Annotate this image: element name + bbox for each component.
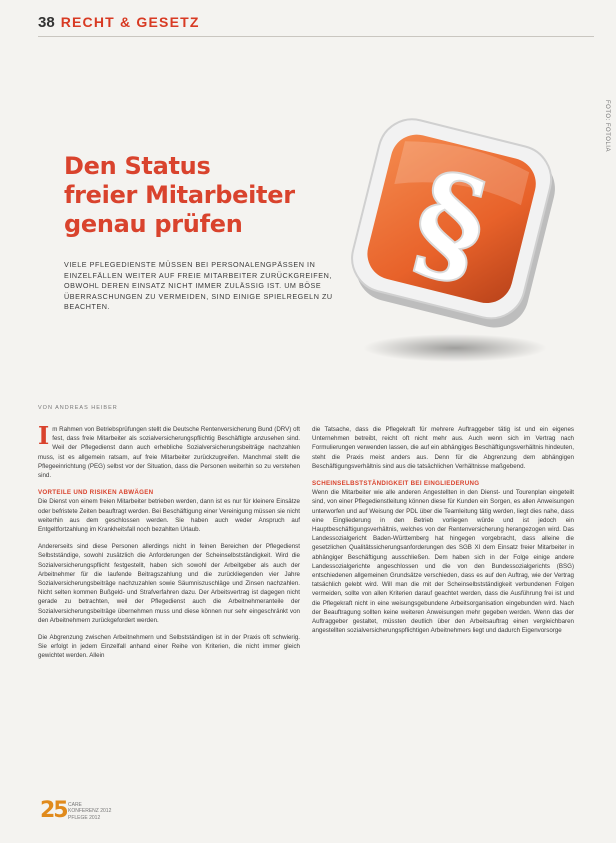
page-number: 38 — [38, 14, 55, 31]
body-paragraph: Die Dienst von einem freien Mitarbeiter betrieben werden, dann ist es nur für kleinere Einsätze oder befristete Zeiten beauftragt werden. Bei Beschäftigung einer Vereinigung müssen sie nicht weiterhin aus dem geschlossen werden. Sie haben auch weder Anspruch auf Entgeltfortzahlung im Krankheitsfall noch bezahlten Urlaub. — [38, 498, 300, 534]
body-paragraph: Wenn die Mitarbeiter wie alle anderen Angestellten in den Dienst- und Tourenplan eingeteilt sind, von einer Pflegedienstleitung können diese für Kunden ein Sorgen, es allen Anweisungen unterworfen und auf Weisung der PDL über die Teamleitung tätig werden, liegt dies nahe, dass eine Eingliederung in den Betrieb vorliegen würde und ist jedoch ein Hauptbeschäftigungsverhältnis, welches von der Rentenversicherung herangezogen wird. Das Landessozialgericht Baden-Württemberg hat hingegen vorgebracht, dass alleine die gesetzlichen Qualitätssicherungsanforderungen des SGB XI dem Einsatz freier Mitarbeiter in abhängiger Beschäftigung ausschließen. Dem haben sich in der Folge einige andere Landessozialgerichte angeschlossen und die von den Bundessozialgerichts (BSG) entschiedenen allgemeinen Grundsätze verschieden, dass es auf den Auftrag, wie der Vertrag tatsächlich gelebt wird. Will man die mit der Scheinselbstständigkeit verbundenen Folgen vermeiden, sollte von allen Kriterien darauf geachtet werden, dass die Ausführung frei ist und die Pflegekraft nicht in eine weisungsgebundene Arbeitsorganisation eingebunden wird. Nach der Beauftragung sollten keine weiteren Anweisungen mehr gegeben werden. Wenn das der Auftraggeber gestaltet, müssten deutlich über den Arbeitsauftrag einen vergleichbaren angestellten sozialversicherungspflichtigen Arbeitnehmers liegt und dadurch Eigenvorsorge — [312, 489, 574, 635]
headline-line-1: Den Status — [64, 152, 211, 180]
svg-text:§: § — [399, 140, 502, 306]
body-paragraph: Im Rahmen von Betriebsprüfungen stellt die Deutsche Rentenversicherung Bund (DRV) oft fest, dass freie Mitarbeiter als sozialversicherungspflichtig Beschäftigte anzusehen sind. Weil der Pflegedienst dann auch erhebliche Sozialversicherungsbeiträge nachzahlen muss, ist es allgemein ratsam, auf freie Mitarbeiter zurückzugreifen. Manchmal stellt die Pflegeeinrichtung (PEG) selbst vor der Situation, dass die Personen weiterhin so zu verstehen sind. — [38, 425, 300, 480]
page-header — [38, 14, 200, 31]
body-column-left — [38, 425, 300, 765]
subheading: VORTEILE UND RISIKEN ABWÄGEN — [38, 489, 154, 497]
article-lead: VIELE PFLEGEDIENSTE MÜSSEN BEI PERSONALENGPÄSSEN IN EINZELFÄLLEN WEITER AUF FREIE MITARBEITER ZURÜCKGREIFEN, OBWOHL DEREN EINSATZ NICHT IMMER ZULÄSSIG IST. UM BÖSE ÜBERRASCHUNGEN ZU VERMEIDEN, SIND EINIGE SPIELREGELN ZU BEACHTEN. — [64, 260, 333, 312]
headline-line-2: freier Mitarbeiter — [64, 181, 295, 209]
header-divider — [38, 36, 594, 37]
photo-credit: FOTO: FOTOLIA — [604, 100, 610, 152]
footer-anniversary-logo: 25 — [40, 798, 67, 823]
subheading: SCHEINSELBSTSTÄNDIGKEIT BEI EINGLIEDERUNG — [312, 480, 480, 488]
article-byline: VON ANDREAS HEIBER — [38, 405, 118, 411]
headline-line-3: genau prüfen — [64, 210, 243, 238]
footer-info: CARE KONFERENZ 2012 PFLEGE 2012 — [68, 802, 112, 821]
body-column-right — [312, 425, 574, 765]
section-title: RECHT & GESETZ — [60, 14, 200, 30]
body-paragraph: Andererseits sind diese Personen allerdings nicht in feinen Bereichen der Pflegedienst Selbstständige, sowohl zusätzlich die Anforderungen der Scheinselbstständigkeit. Wird die Sozialversicherungspflicht festgestellt, haben sich sowohl der Arbeitgeber als auch der Arbeitnehmer für die laufende Beitragszahlung und die zurückliegenden vier Jahre Sozialversicherungsbeiträge nachzuzahlen sowie Säumniszuschläge und Zinsen nachzahlen. Nicht selten kommen Bußgeld- und Strafverfahren dazu. Der Arbeitsvertrag ist dagegen nicht gerade zu betrachten, weil der Pflegedienst auch die Arbeitnehmeranteile der Sozialversicherungsbeiträge übernehmen muss und diese können nur sehr eingeschränkt von den Arbeitnehmern zurückgefordert werden. — [38, 543, 300, 624]
paragraph-section-icon — [345, 110, 565, 370]
article-headline — [64, 152, 334, 239]
drop-cap: I — [38, 425, 50, 450]
body-paragraph: Die Abgrenzung zwischen Arbeitnehmern und Selbstständigen ist in der Praxis oft schwierig. Sie erfolgt in jedem Einzelfall anhand einer Reihe von Kriterien, die nicht immer gleich gewichtet werden. Allein — [38, 634, 300, 660]
body-paragraph: die Tatsache, dass die Pflegekraft für mehrere Auftraggeber tätig ist und ein eigenes Unternehmen betreibt, reicht oft nicht mehr aus. Auch wenn sich im Vertrag nach Formulierungen verwenden lassen, die auf ein abhängiges Beschäftigungsverhältnis hindeuten, steht die Praxis meist anders aus. Denn für die Abgrenzung dem abhängigen Beschäftigungsverhältnis sind aus die tatsächlichen Verhältnisse maßgebend. — [312, 426, 574, 470]
